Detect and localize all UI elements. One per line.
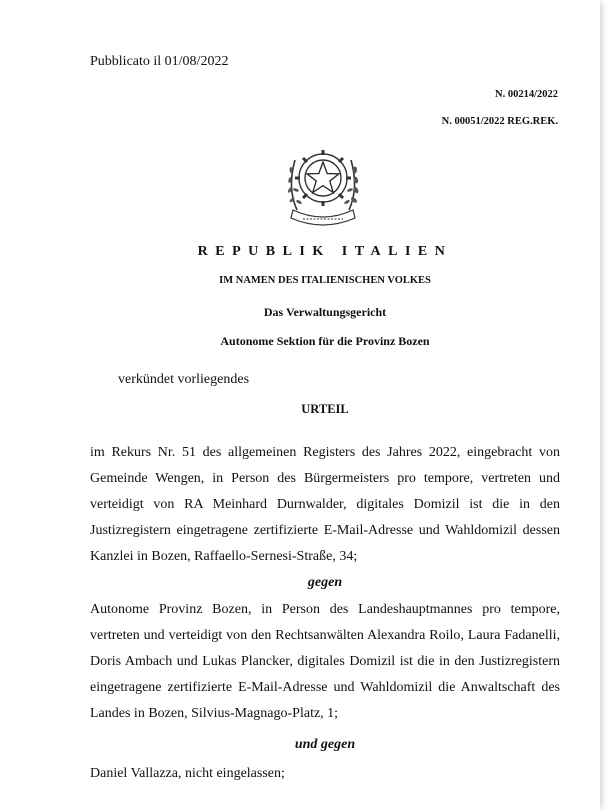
register-number: N. 00051/2022 REG.REK. (441, 116, 558, 127)
and-against-heading: und gegen (294, 737, 356, 752)
publication-date: Pubblicato il 01/08/2022 (90, 54, 229, 69)
italian-republic-emblem-icon (283, 140, 363, 228)
court-section: Autonome Sektion für die Provinz Bozen (220, 334, 430, 348)
announcement-line: verkündet vorliegendes (118, 372, 250, 387)
case-number: N. 00214/2022 (495, 89, 558, 100)
people-name-heading: IM NAMEN DES ITALIENISCHEN VOLKES (219, 275, 431, 286)
against-heading: gegen (307, 575, 343, 590)
third-party-paragraph: Daniel Vallazza, nicht eingelassen; (90, 766, 285, 781)
respondent-paragraph: Autonome Provinz Bozen, in Person des Landeshauptmannes pro tempore, vertreten und verteidigt von den Rechtsanwälten Alexandra Roilo, Laura Fadanelli, Doris Ambach und Lukas Plancker, digitales Domizil ist die in den Justizregistern eingetragene zertifizierte E-Mail-Adresse und Wahldomizil die Anwaltschaft des Landes in Bozen, Silvius-Magnago-Platz, 1; (90, 602, 560, 721)
republic-heading: REPUBLIK ITALIEN (197, 244, 453, 259)
court-name: Das Verwaltungsgericht (263, 305, 387, 319)
verdict-heading: URTEIL (301, 402, 349, 416)
claimant-paragraph: im Rekurs Nr. 51 des allgemeinen Registers des Jahres 2022, eingebracht von Gemeinde Wengen, in Person des Bürgermeisters pro tempore, vertreten und verteidigt von RA Meinhard Durnwalder, digitales Domizil ist die in den Justizregistern eingetragene zertifizierte E-Mail-Adresse und Wahldomizil dessen Kanzlei in Bozen, Raffaello-Sernesi-Straße, 34; (90, 445, 560, 564)
